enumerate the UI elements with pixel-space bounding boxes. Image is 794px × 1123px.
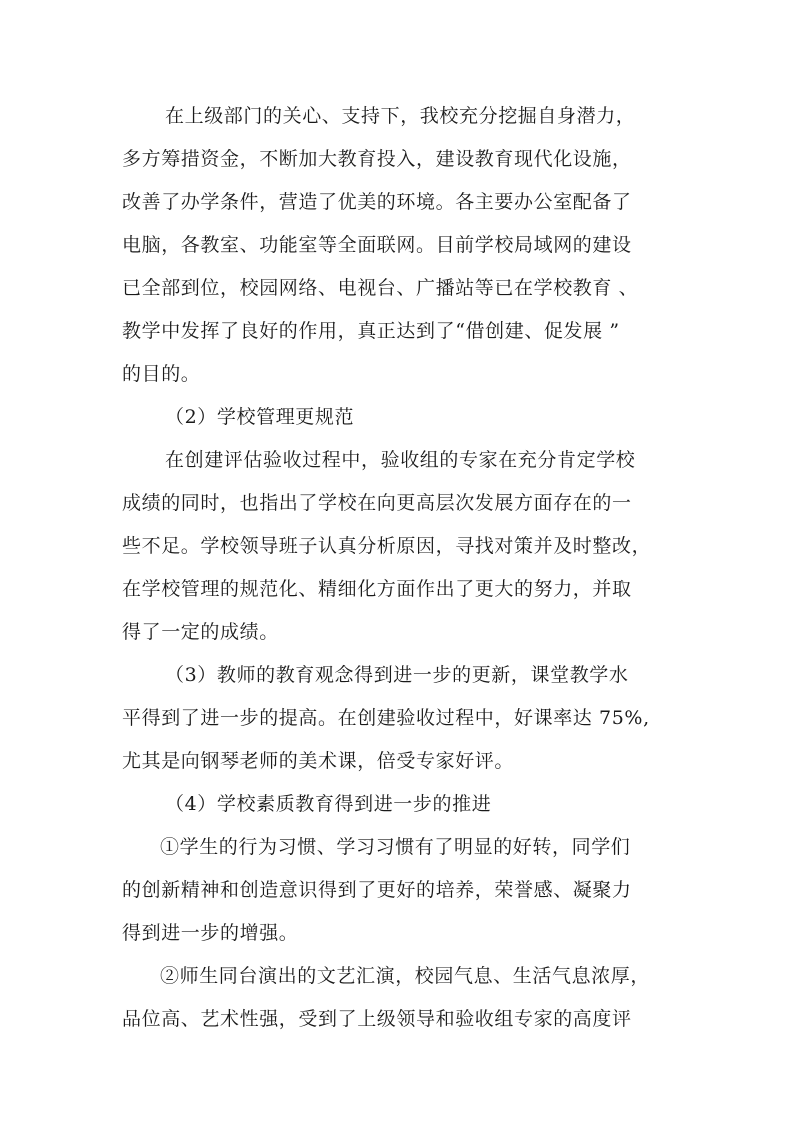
- paragraph-line: 尤其是向钢琴老师的美术课，倍受专家好评。: [122, 750, 515, 772]
- paragraph-line: 成绩的同时，也指出了学校在向更高层次发展方面存在的一: [122, 492, 632, 514]
- paragraph-line: 已全部到位，校园网络、电视台、广播站等已在学校教育 、: [122, 277, 639, 299]
- paragraph-line: 的创新精神和创造意识得到了更好的培养，荣誉感、凝聚力: [122, 879, 632, 901]
- paragraph-line: 电脑，各教室、功能室等全面联网。目前学校局域网的建设: [122, 234, 632, 256]
- paragraph-line: 多方筹措资金，不断加大教育投入，建设教育现代化设施，: [122, 148, 632, 170]
- paragraph-line: 改善了办学条件，营造了优美的环境。各主要办公室配备了: [122, 191, 632, 213]
- paragraph-line: ①学生的行为习惯、学习习惯有了明显的好转，同学们: [160, 836, 631, 858]
- section-heading: （3）教师的教育观念得到进一步的更新，课堂教学水: [165, 664, 629, 686]
- section-heading: （4）学校素质教育得到进一步的推进: [165, 793, 492, 815]
- paragraph-line: 在学校管理的规范化、精细化方面作出了更大的努力，并取: [122, 578, 632, 600]
- section-heading: （2）学校管理更规范: [165, 406, 355, 428]
- paragraph-line: 品位高、艺术性强，受到了上级领导和验收组专家的高度评: [122, 1008, 632, 1030]
- paragraph-line: ②师生同台演出的文艺汇演，校园气息、生活气息浓厚，: [160, 965, 651, 987]
- paragraph-line: 教学中发挥了良好的作用，真正达到了“借创建、促发展 ”: [122, 320, 620, 342]
- paragraph-line: 的目的。: [122, 363, 201, 385]
- paragraph-line: 得到进一步的增强。: [122, 922, 299, 944]
- paragraph-line: 平得到了进一步的提高。在创建验收过程中，好课率达 75%,: [122, 707, 650, 729]
- paragraph-line: 得了一定的成绩。: [122, 621, 279, 643]
- paragraph-line: 在上级部门的关心、支持下，我校充分挖掘自身潜力，: [165, 105, 636, 127]
- paragraph-line: 些不足。学校领导班子认真分析原因，寻找对策并及时整改，: [122, 535, 652, 557]
- paragraph-line: 在创建评估验收过程中，验收组的专家在充分肯定学校: [165, 449, 636, 471]
